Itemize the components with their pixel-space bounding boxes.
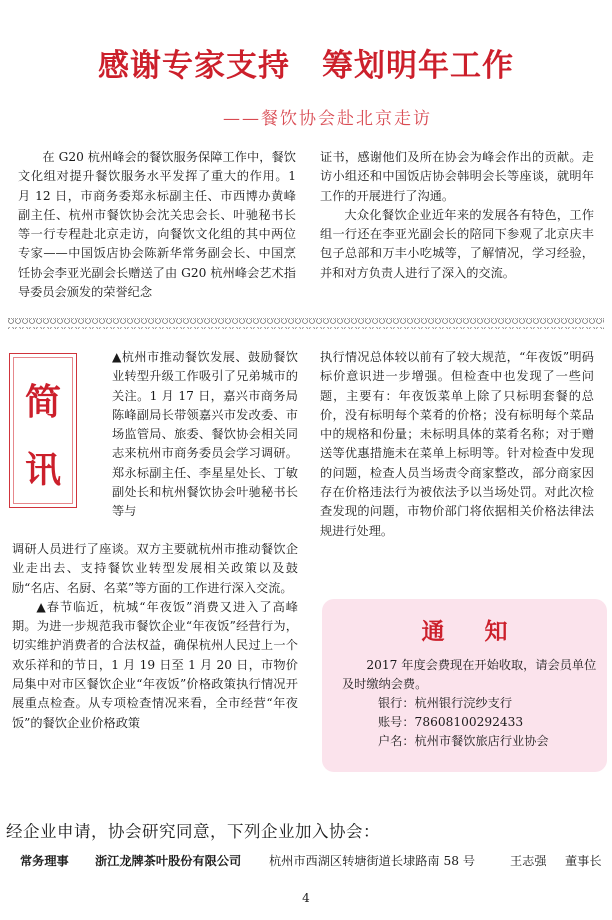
article-paragraph: 在 G20 杭州峰会的餐饮服务保障工作中，餐饮文化组对提升餐饮服务水平发挥了重大的作用。1 月 12 日，市商务委郑永标副主任、市西博办黄峰副主任、杭州市餐饮协会沈关忠会长、叶驰秘书长等一行专程赴北京走访，向餐饮文化组的其中两位专家——中国饭店协会陈新华常务副会长、中国烹饪协会李亚光副会长赠送了由 G20 杭州峰会艺术指导委员会颁发的荣誉纪念 bbox=[18, 150, 296, 300]
notice-body bbox=[342, 656, 600, 751]
member-role: 董事长 bbox=[565, 854, 602, 868]
notice-box bbox=[322, 599, 607, 772]
brief-paragraph: ▲杭州市推动餐饮发展、鼓励餐饮业转型升级工作吸引了兄弟城市的关注。1 月 17 日，嘉兴市商务局陈峰副局长带领嘉兴市发改委、市场监管局、旅委、餐饮协会相关同志来杭州市商务委员会学习调研。郑永标副主任、李星星处长、丁敏副处长和杭州餐饮协会叶驰秘书长等与 bbox=[112, 350, 298, 519]
brief-item-1-head bbox=[112, 348, 298, 522]
page-number: 4 bbox=[302, 891, 310, 905]
member-address: 杭州市西湖区转塘街道长埭路南 58 号 bbox=[269, 854, 476, 868]
member-category: 常务理事 bbox=[20, 854, 69, 868]
article-title: 感谢专家支持 筹划明年工作 bbox=[98, 48, 514, 84]
article-paragraph: 大众化餐饮企业近年来的发展各有特色，工作组一行还在李亚光副会长的陪同下参观了北京庆丰包子总部和万丰小吃城等，了解情况，学习经验，并和对方负责人进行了深入的交流。 bbox=[320, 207, 594, 280]
brief-paragraph: ▲春节临近，杭城“年夜饭”消费又进入了高峰期。为进一步规范我市餐饮企业“年夜饭”经营行为，切实维护消费者的合法权益，确保杭州人民过上一个欢乐祥和的节日，1 月 19 日至 1 月 20 日，市物价局集中对市区餐饮企业“年夜饭”价格政策执行情况开展重点检查。从专项检查情况来看，全市经营“年夜饭”的餐饮企业价格政策 bbox=[12, 599, 298, 730]
notice-title: 通知 bbox=[421, 619, 548, 645]
members-heading: 经企业申请，协会研究同意，下列企业加入协会： bbox=[6, 822, 380, 841]
notice-holder: 户名：杭州市餐饮旅店行业协会 bbox=[378, 734, 549, 748]
article-column-left bbox=[18, 148, 296, 302]
brief-label-box bbox=[9, 353, 77, 508]
brief-label-char: 讯 bbox=[24, 450, 61, 491]
article-paragraph: 证书，感谢他们及所在协会为峰会作出的贡献。走访小组还和中国饭店协会韩明会长等座谈，就明年工作的开展进行了沟通。 bbox=[320, 150, 594, 203]
brief-label-char: 简 bbox=[24, 382, 61, 423]
brief-paragraph: 执行情况总体较以前有了较大规范，“年夜饭”明码标价意识进一步增强。但检查中也发现了一些问题，主要有：年夜饭菜单上除了只标明套餐的总价，没有标明每个菜肴的价格；没有标明每个菜品中的规格和份量；未标明具体的菜肴名称；对于赠送等优惠措施未在菜单上标明等。针对检查中发现的问题，检查人员当场责令商家整改，部分商家因存在价格违法行为被依法予以当场处罚。对此次检查发现的问题，市物价部门将依据相关价格法律法规进行处理。 bbox=[320, 350, 594, 538]
notice-bank: 银行：杭州银行浣纱支行 bbox=[378, 696, 513, 710]
member-company: 浙江龙牌茶叶股份有限公司 bbox=[95, 854, 242, 868]
brief-column-right bbox=[320, 348, 594, 541]
brief-column-left bbox=[12, 540, 298, 733]
brief-paragraph: 调研人员进行了座谈。双方主要就杭州市推动餐饮企业走出去、支持餐饮业转型发展相关政策以及鼓励“名店、名厨、名菜”等方面的工作进行深入交流。 bbox=[12, 542, 298, 595]
section-divider bbox=[8, 318, 604, 329]
article-column-right bbox=[320, 148, 594, 283]
notice-account: 账号：78608100292433 bbox=[378, 715, 524, 729]
member-person: 王志强 bbox=[510, 854, 547, 868]
notice-text: 2017 年度会费现在开始收取，请会员单位及时缴纳会费。 bbox=[342, 658, 597, 691]
article-subtitle: ——餐饮协会赴北京走访 bbox=[223, 109, 432, 129]
